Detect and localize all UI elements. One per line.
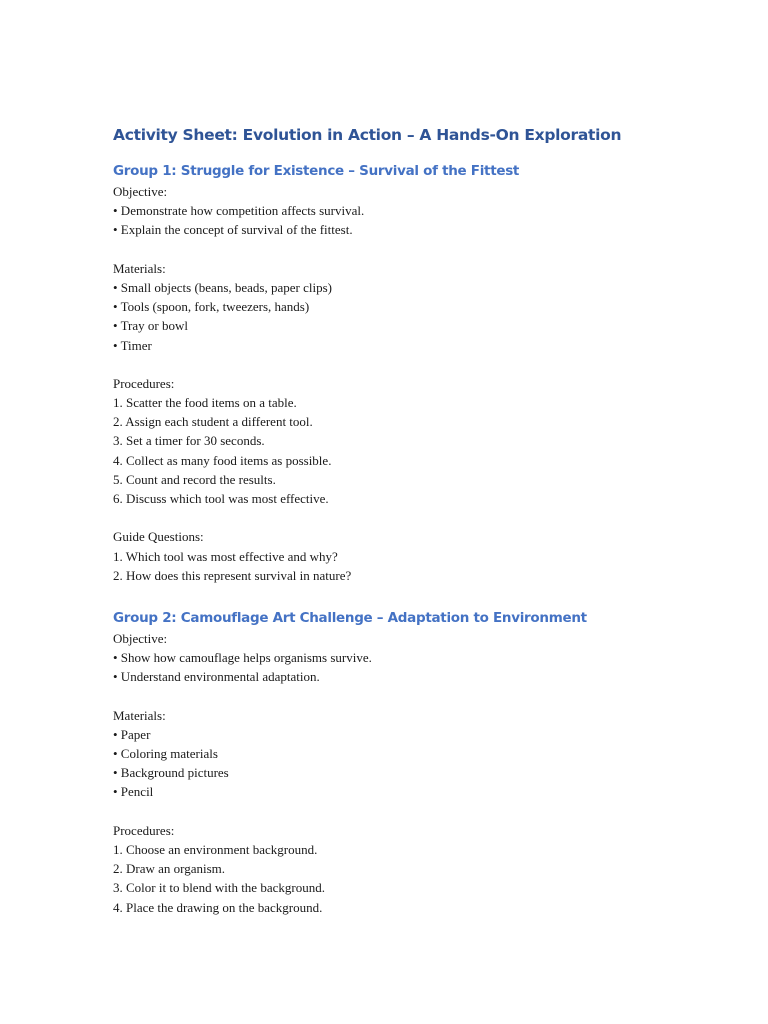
procedure-step: 3. Set a timer for 30 seconds. <box>113 433 265 449</box>
spacer <box>113 355 713 374</box>
document-title: Activity Sheet: Evolution in Action – A Hands-On Exploration <box>113 126 622 144</box>
procedure-step: 5. Count and record the results. <box>113 471 276 487</box>
procedures-label: Procedures: <box>113 375 175 391</box>
procedure-step: 6. Discuss which tool was most effective. <box>113 491 329 506</box>
group-2-title: Group 2: Camouflage Art Challenge – Adaptation to Environment <box>113 609 587 626</box>
objective-item: • Understand environmental adaptation. <box>113 669 320 685</box>
guide-question: 2. How does this represent survival in nature? <box>113 567 352 583</box>
guide-questions-label: Guide Questions: <box>113 529 204 545</box>
procedure-step: 1. Scatter the food items on a table. <box>113 395 297 411</box>
objective-item: • Demonstrate how competition affects survival. <box>113 203 365 219</box>
material-item: • Tray or bowl <box>113 318 188 334</box>
spacer <box>113 802 713 821</box>
materials-label: Materials: <box>113 260 166 276</box>
group-1-title: Group 1: Struggle for Existence – Survival of the Fittest <box>113 163 520 179</box>
procedure-step: 2. Draw an organism. <box>113 861 226 877</box>
procedure-step: 2. Assign each student a different tool. <box>113 414 313 430</box>
material-item: • Background pictures <box>113 765 229 781</box>
procedures-label: Procedures: <box>113 822 175 838</box>
spacer <box>113 240 713 259</box>
material-item: • Paper <box>113 726 151 742</box>
material-item: • Timer <box>113 337 152 353</box>
material-item: • Tools (spoon, fork, tweezers, hands) <box>113 299 310 315</box>
objective-item: • Show how camouflage helps organisms survive. <box>113 650 372 666</box>
material-item: • Small objects (beans, beads, paper clips) <box>113 279 332 295</box>
material-item: • Coloring materials <box>113 746 218 762</box>
procedure-step: 4. Collect as many food items as possible. <box>113 452 332 468</box>
spacer <box>113 508 713 527</box>
guide-question: 1. Which tool was most effective and why? <box>113 548 338 564</box>
objective-label: Objective: <box>113 630 168 646</box>
objective-item: • Explain the concept of survival of the fittest. <box>113 222 353 238</box>
group-2-section <box>113 608 713 917</box>
spacer <box>113 687 713 706</box>
group-1-section <box>113 161 713 585</box>
procedure-step: 4. Place the drawing on the background. <box>113 899 323 915</box>
procedure-step: 3. Color it to blend with the background. <box>113 880 325 896</box>
materials-label: Materials: <box>113 707 166 723</box>
document-body <box>113 124 713 917</box>
objective-label: Objective: <box>113 184 168 199</box>
material-item: • Pencil <box>113 784 154 800</box>
procedure-step: 1. Choose an environment background. <box>113 842 318 857</box>
